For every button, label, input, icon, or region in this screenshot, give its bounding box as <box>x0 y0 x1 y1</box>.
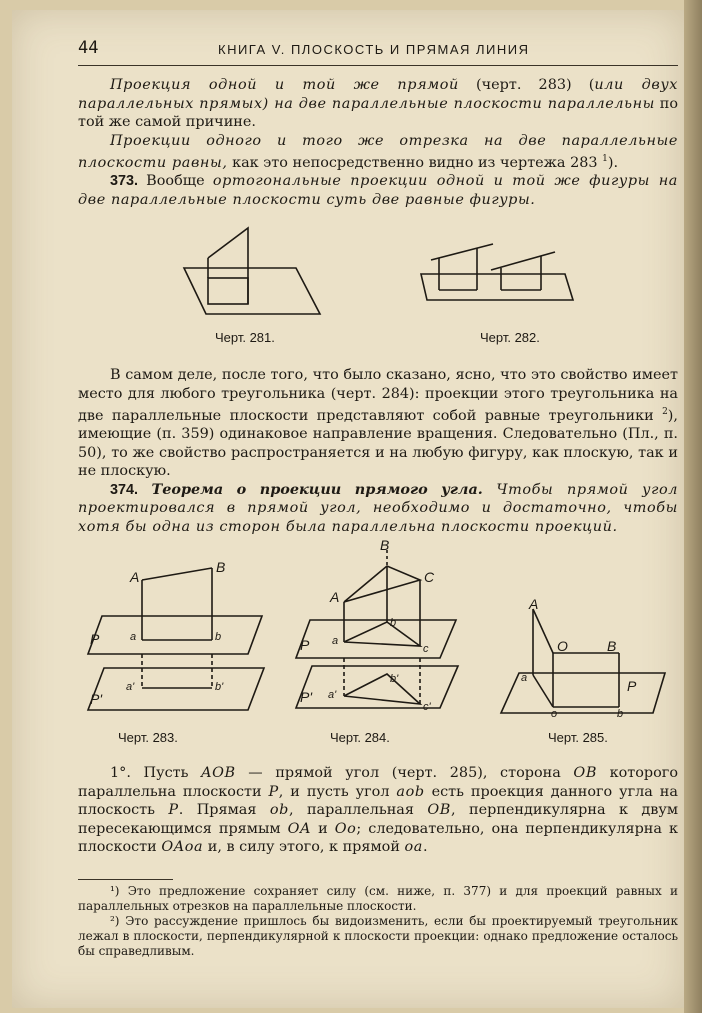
fig283-label-a-prime: a' <box>126 681 135 693</box>
figure-284 <box>290 537 460 720</box>
page-header <box>78 38 678 64</box>
fig285-label-B: B <box>607 638 617 654</box>
paragraph-373: 373. Вообще ортогональные проекции одной и той же фигуры на две параллельные плоскости суть две равные фигуры. <box>78 173 678 208</box>
fig284-label-C: C <box>424 569 435 585</box>
fig285-label-a: a <box>521 672 528 684</box>
fig283-label-a: a <box>130 631 137 643</box>
fig283-label-P: P <box>90 631 100 647</box>
fig284-label-P: P <box>300 637 310 653</box>
fig285-label-o: o <box>551 708 558 720</box>
figure-281 <box>170 222 330 322</box>
text-block-top <box>78 76 678 209</box>
figure-282-caption: Черт. 282. <box>480 330 540 345</box>
paragraph-parallel-projections: Проекция одной и той же прямой (черт. 283) (или двух параллельных прямых) на две параллельные плоскости параллельны по той же самой причине. <box>78 77 678 130</box>
paragraph-equal-projections: Проекции одного и того же отрезка на две параллельные плоскости равны, как это непосредственно видно из чертежа 283 $^1$). <box>78 132 678 171</box>
fig284-label-A: A <box>330 589 340 605</box>
paragraph-proof-1: 1°. Пусть AOB — прямой угол (черт. 285), сторона OB которого параллельна плоскости P, и пусть угол aob есть проекция данного угла на плоскость P. Прямая ob, параллельная OB, перпендикулярна к двум пересекающимся прямым OA и Oo; следовательно, она перпендикулярна к плоскости OAoa и, в силу этого, к прямой oa. <box>78 765 679 855</box>
figure-283 <box>82 560 268 720</box>
text-block-bottom <box>78 764 678 857</box>
text-block-middle <box>78 366 678 536</box>
header-rule <box>78 65 678 66</box>
footnote-ref-1: 1 <box>602 154 608 164</box>
footnotes <box>78 884 678 959</box>
footnote-ref-2: 2 <box>662 407 668 417</box>
footnote-1: ¹) Это предложение сохраняет силу (см. ниже, п. 377) и для проекций равных и параллельных отрезков на параллельные плоскости. <box>78 884 678 913</box>
figure-284-caption: Черт. 284. <box>330 730 390 745</box>
fig283-label-A: A <box>130 569 140 585</box>
section-number-373: 373. <box>110 173 139 190</box>
fig283-label-b-prime: b' <box>215 681 224 693</box>
figure-283-caption: Черт. 283. <box>118 730 178 745</box>
fig285-label-O: O <box>557 638 568 654</box>
fig285-label-A: A <box>529 596 539 612</box>
fig285-label-b: b <box>617 708 624 720</box>
footnote-rule <box>78 879 173 880</box>
footnote-2: ²) Это рассуждение пришлось бы видоизменить, если бы проектируемый треугольник лежал в плоскости, перпендикулярной к плоскости проекции: однако предложение осталось бы справедливым. <box>78 914 678 958</box>
fig284-label-a-prime: a' <box>328 689 337 701</box>
fig283-label-B: B <box>216 559 226 575</box>
fig284-label-c: c <box>423 643 429 655</box>
page-number: 44 <box>78 38 99 58</box>
figure-285 <box>495 595 665 720</box>
book-spine <box>684 0 702 1013</box>
fig284-label-b-prime: b' <box>390 673 399 685</box>
theorem-title: Теорема о проекции прямого угла. <box>138 480 483 498</box>
section-number-374: 374. <box>110 481 139 498</box>
fig284-label-b: b <box>390 617 397 629</box>
figure-281-caption: Черт. 281. <box>215 330 275 345</box>
paragraph-374-theorem: 374. Теорема о проекции прямого угла. Чтобы прямой угол проектировался в прямой угол, необходимо и достаточно, чтобы хотя бы одна из сторон была параллельна плоскости проекций. <box>78 480 679 535</box>
fig283-label-b: b <box>215 631 222 643</box>
fig283-label-P-prime: P' <box>90 691 103 707</box>
paragraph-triangle-projections: В самом деле, после того, что было сказано, ясно, что это свойство имеет место для любого треугольника (черт. 284): проекции этого треугольника на две параллельные плоскости представляют собой равные треугольники $^2$), имеющие (п. 359) одинаковое направление вращения. Следовательно (Пл., п. 50), то же свойство распространяется и на любую фигуру, как плоскую, так и не плоскую. <box>78 367 678 480</box>
fig284-label-c-prime: c' <box>423 701 431 713</box>
fig284-label-B: B <box>380 537 390 553</box>
figure-285-caption: Черт. 285. <box>548 730 608 745</box>
fig285-label-P: P <box>627 678 637 694</box>
fig284-label-P-prime: P' <box>300 689 313 705</box>
fig284-label-a: a <box>332 635 339 647</box>
running-title: КНИГА V. ПЛОСКОСТЬ И ПРЯМАЯ ЛИНИЯ <box>218 42 530 57</box>
figure-282 <box>405 240 585 320</box>
